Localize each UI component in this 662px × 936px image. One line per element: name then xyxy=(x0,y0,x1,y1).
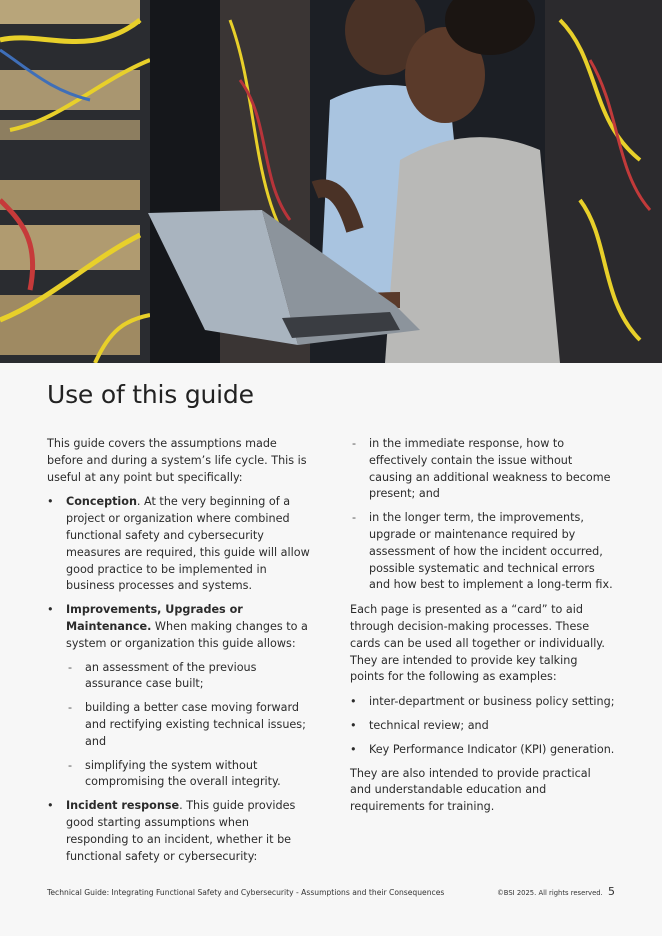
conception-heading: Conception xyxy=(66,495,137,509)
improvements-subitem xyxy=(66,700,312,750)
subitem-text: in the longer term, the improvements, upgrade or maintenance required by assessment of how the incident occurred, possible systematic and technical errors and how best to implement a long-term fix. xyxy=(369,511,613,592)
subitem-text: in the immediate response, how to effectively contain the issue without causing an additional weakness to become present; and xyxy=(369,437,611,501)
conception-text: . At the very beginning of a project or organization where combined functional safety and cybersecurity measures are required, this guide will allow good practice to be implemented in business processes and systems. xyxy=(66,495,310,593)
bullet-marker: • xyxy=(350,718,357,732)
cards-paragraph: Each page is presented as a “card” to aid through decision-making processes. These cards can be used all together or individually. They are intended to provide key talking points for the following as examples: xyxy=(350,603,605,684)
page-footer xyxy=(47,885,617,898)
dash-marker: - xyxy=(68,758,73,772)
example-item xyxy=(350,742,615,759)
bullet-incident xyxy=(47,798,312,865)
dash-marker: - xyxy=(68,660,73,674)
bullet-marker: • xyxy=(350,742,357,756)
dash-marker: - xyxy=(68,701,73,715)
example-text: technical review; and xyxy=(369,718,489,732)
right-column xyxy=(350,436,615,824)
incident-heading: Incident response xyxy=(66,799,180,813)
example-text: Key Performance Indicator (KPI) generation. xyxy=(369,742,615,756)
footer-doc-title: Technical Guide: Integrating Functional Safety and Cybersecurity - Assumptions and their Consequences xyxy=(47,888,445,897)
improvements-subitem xyxy=(66,758,312,792)
incident-subitem xyxy=(350,510,615,594)
example-text: inter-department or business policy setting; xyxy=(369,695,615,709)
dash-marker: - xyxy=(352,437,357,450)
incident-text: . This guide provides good starting assumptions when responding to an incident, whether it be functional safety or cybersecurity: xyxy=(66,799,296,863)
footer-copyright: ©BSI 2025. All rights reserved. xyxy=(497,889,603,897)
closing-paragraph: They are also intended to provide practical and understandable education and requirements for training. xyxy=(350,766,591,814)
subitem-text: an assessment of the previous assurance case built; xyxy=(85,660,257,691)
page-title: Use of this guide xyxy=(47,380,254,409)
bullet-improvements xyxy=(47,602,312,791)
subitem-text: building a better case moving forward and rectifying existing technical issues; and xyxy=(85,701,306,748)
example-item xyxy=(350,718,615,735)
server-room-illustration xyxy=(0,0,662,363)
improvements-heading: Improvements, Upgrades or Maintenance. xyxy=(66,603,243,633)
dash-marker: - xyxy=(352,511,357,525)
bullet-marker: • xyxy=(47,799,54,813)
bullet-marker: • xyxy=(47,603,54,617)
subitem-text: simplifying the system without compromising the overall integrity. xyxy=(85,758,281,789)
incident-subitem xyxy=(350,436,615,503)
bullet-marker: • xyxy=(350,695,357,709)
bullet-conception xyxy=(47,494,312,595)
improvements-subitem xyxy=(66,660,312,694)
page-number: 5 xyxy=(608,885,615,898)
example-item xyxy=(350,694,615,711)
left-column xyxy=(47,436,312,872)
bullet-marker: • xyxy=(47,495,54,509)
hero-photo xyxy=(0,0,662,363)
intro-paragraph: This guide covers the assumptions made before and during a system’s life cycle. This is useful at any point but specifically: xyxy=(47,437,307,484)
improvements-text: When making changes to a system or organization this guide allows: xyxy=(66,619,308,650)
